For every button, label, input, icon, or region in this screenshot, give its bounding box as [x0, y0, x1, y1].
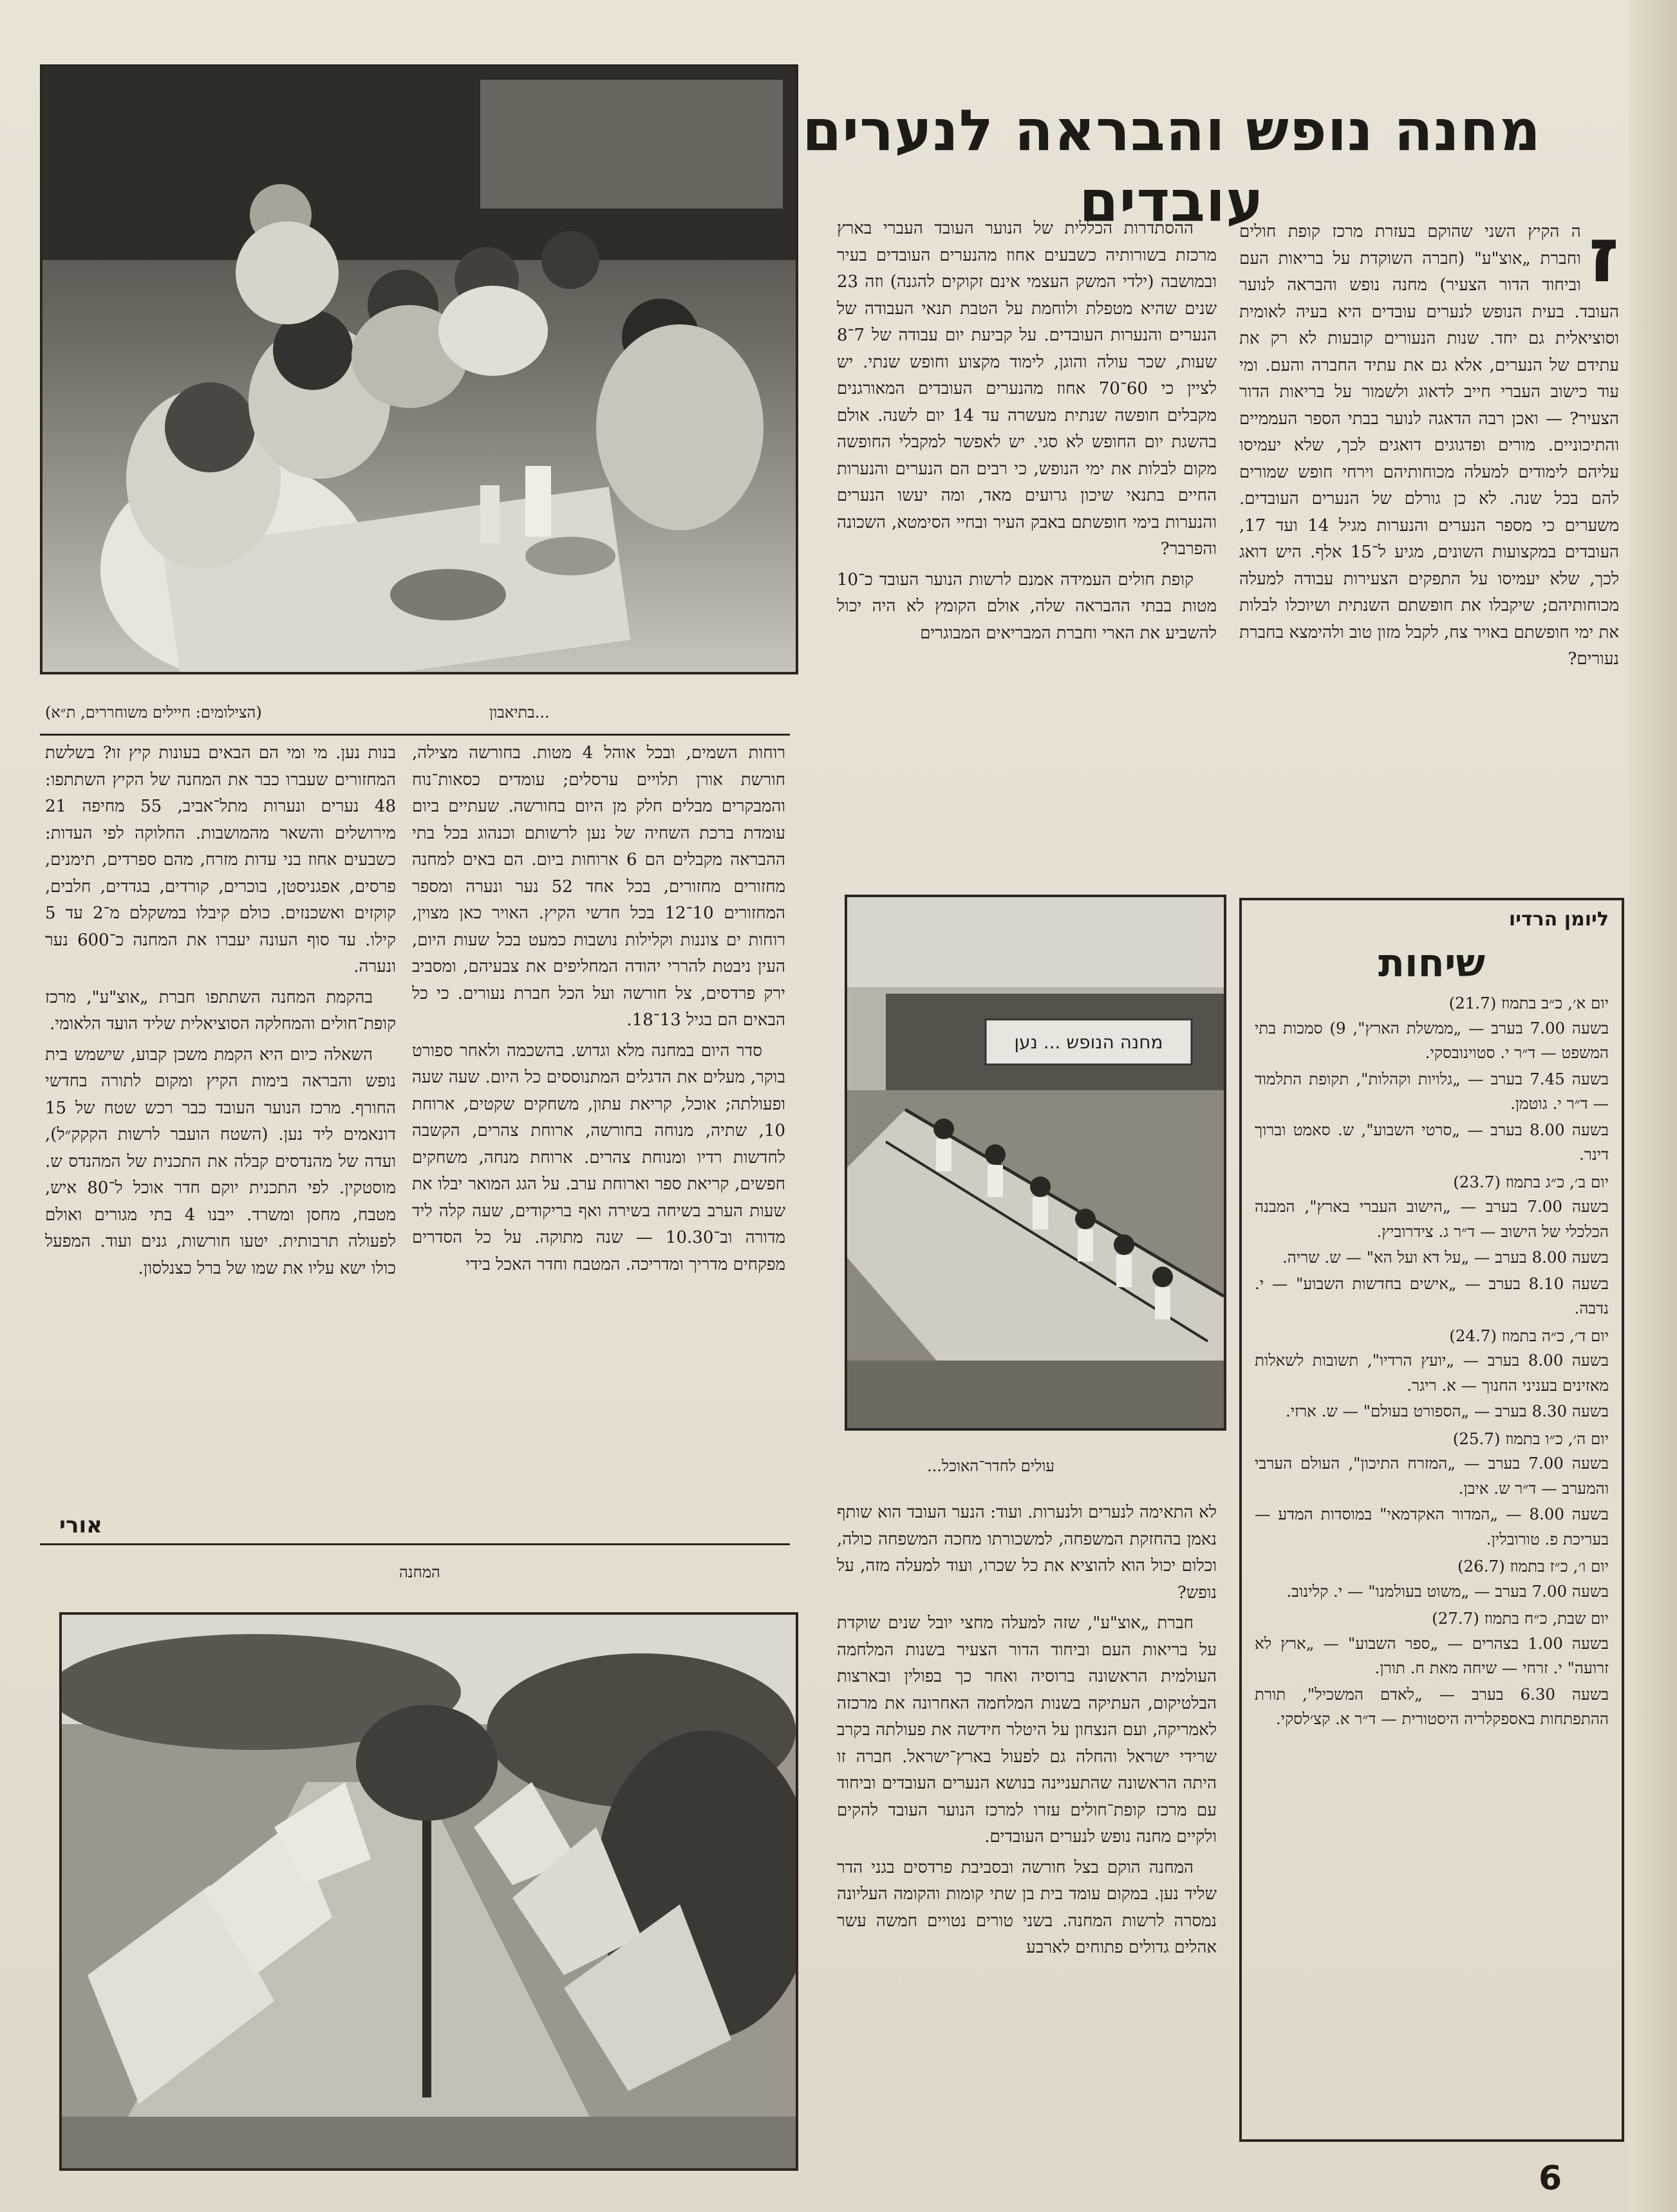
paragraph: רוחות השמים, ובכל אוהל 4 מטות. בחורשה מצילה, חורשת אורן תלויים ערסלים; עומדים כסאות־נוח והמבקרים מבלים חלק מן היום בחורשה. שעתיים ביום עומדת ברכת השחיה של נען לרשותם וכנהוג בכל בתי ההבראה מקבלים הם 6 ארוחות ביום. הם באים למחנה מחזורים מחזורים, בכל אחד 52 נער ונערה ומספר המחזורים 10־12 בכל חדשי הקיץ. האויר כאן מצוין, רוחות ים צוננות וקלילות נושבות כמעט בכל שעות היום, העין ניבטת להררי יהודה המחליפים את צבעיהם, ומסביב ירק פרדסים, צל חורשה ועל הכל חברת נעורים. כי כל הבאים הם בגיל 13־18.	[412, 743, 785, 1030]
photo-dining-image	[42, 67, 796, 672]
radio-box-title: שיחות	[1378, 941, 1485, 986]
paragraph: השאלה כיום היא הקמת משכן קבוע, שישמש בית נופש והבראה בימות הקיץ ומקום לתורה בחדשי החורף. מרכז הנוער העובד כבר רכש שטח של 15 דונאמים ליד נען. (השטח הועבר לרשות הקקק״ל), ועדה של מהנדסים קבלה את התכנית של המהנדס ש. מוסטקין. לפי התכנית יוקם חדר אוכל ל־80 איש, מטבח, מחסן ומשרד. ייבנו 4 בתי מגורים ואולם לפעולה תרבותית. יטעו חורשות, גנים ועוד. המפעל כולו ישא עליו את שמו של ברל כצנלסון.	[45, 1045, 396, 1278]
photo-stairs	[845, 895, 1226, 1431]
photo-dining	[40, 64, 798, 674]
radio-entry: בשעה 6.30 בערב — „לאדם המשכיל", תורת ההתפתחות באספקלריה היסטורית — ד״ר א. קצ׳לסקי.	[1255, 1684, 1609, 1728]
radio-day: יום א׳, כ״ב בתמוז (21.7)	[1448, 994, 1609, 1012]
dropcap: ז	[1588, 219, 1619, 299]
column-right	[1239, 219, 1619, 888]
banner-text: מחנה הנופש ... נען	[1014, 1032, 1163, 1053]
radio-entry: בשעה 1.00 בצהרים — „ספר השבוע" — „ארץ לא זרועה" י. זרחי — שיחה מאת ח. תורן.	[1255, 1633, 1609, 1677]
paragraph: ההסתדרות הכללית של הנוער העובד העברי בארץ מרכזת בשורותיה כשבעים אחוז מהנערים העובדים בעיר ובמושבה (ילדי המשק העצמי אינם זקוקים להגנה) וזה 23 שנים שהיא מטפלת ולוחמת על הטבת תנאי העבודה של הנערים והנערות העובדים. על קביעת יום עבודה של 7־8 שעות, שכר עולה והוגן, לימוד מקצוע וחופש שנתי. יש לציין כי 60־70 אחוז מהנערים העובדים המאורגנים מקבלים חופשה שנתית מעשרה עד 14 יום לשנה. אולם בהשגת יום החופש לא סגי. יש לאפשר למקבלי החופשה מקום לבלות את ימי הנופש, כי רבים הם הנערים והנערות החיים בתנאי שיכון גרועים מאד, ומה יעשו הנערים והנערות בימי חופשתם באבק העיר ובחיי הסימטא, השכונה והפרבר?	[837, 219, 1217, 559]
column-left-b	[45, 740, 396, 1509]
photo-camp-image	[62, 1615, 796, 2168]
photo-camp	[59, 1612, 798, 2171]
page-number: 6	[1539, 2159, 1562, 2198]
radio-entry: בשעה 8.00 — „המדור האקדמאי" במוסדות המדע — בעריכת פ. טורובלין.	[1255, 1505, 1609, 1548]
radio-entry: בשעה 7.00 בערב — „הישוב העברי בארץ", המבנה הכלכלי של הישוב — ד״ר ג. צידרוביץ.	[1255, 1197, 1609, 1241]
photo-stairs-image	[847, 897, 1224, 1428]
radio-day: יום ב׳, כ״ג בתמוז (23.7)	[1453, 1172, 1609, 1191]
paragraph: בהקמת המחנה השתתפו חברת „אוצ"ע", מרכז קופת־חולים והמחלקה הסוציאלית שליד הועד הלאומי.	[45, 987, 396, 1034]
radio-entry: בשעה 8.00 בערב — „על דא ועל הא" — ש. שריה.	[1282, 1248, 1609, 1267]
paragraph: בנות נען. מי ומי הם הבאים בעונות קיץ זו? בשלשת המחזורים שעברו כבר את המחנה של הקיץ השתתפו: 48 נערים ונערות מתל־אביב, 55 מחיפה 21 מירושלים והשאר מהמושבות. החלוקה לפי העדות: כשבעים אחוז בני עדות מזרח, מהם ספרדים, תימנים, פרסים, אפגניסטן, בוכרים, קורדים, בגדדים, חלבים, קוקזים ואשכנזים. כולם קיבלו במשקלם מ־2 עד 5 קילו. עד סוף העונה יעברו את המחנה כ־600 נער ונערה.	[45, 743, 396, 976]
caption-photo-credit: (הצילומים: חיילים משוחררים, ת״א)	[45, 703, 262, 721]
caption-stairs: עולים לחדר־האוכל...	[927, 1457, 1054, 1475]
caption-dining: ...בתיאבון	[489, 703, 550, 721]
caption-camp: המחנה	[399, 1563, 440, 1581]
radio-entry: בשעה 7.45 בערב — „גלויות וקהלות", תקופת התלמוד — ד״ר י. גוטמן.	[1255, 1069, 1609, 1113]
rule-bottom-left	[40, 1543, 790, 1545]
paragraph: חברת „אוצ"ע", שזה למעלה מחצי יובל שנים שוקדת על בריאות העם וביחוד הדור הצעיר בשנות המלחמה העולמית הראשונה ברוסיה ואחר כך בפולין ובארצות הבלטיקום, העתיקה בשנות המלחמה האחרונה את מרכזה לאמריקה, ועם הנצחון על היטלר חידשה את פעולתה בקרב שרידי ישראל והחלה גם לפעול בארץ־ישראל. חברה זו היתה הראשונה שהתעניינה בנושא הנערים העובדים וביחוד עם מרכז קופת־חולים עזרו למרכז הנוער העובד להקים ולקיים מחנה נופש לנערים העובדים.	[837, 1613, 1217, 1846]
headline-line-2: עובדים	[1079, 168, 1264, 234]
paragraph: ה הקיץ השני שהוקם בעזרת מרכז קופת חולים וחברת „אוצ"ע" (חברה השוקדת על בריאות העם וביחוד הדור הצעיר) מחנה נופש והבראה לנוער העובד. בעית הנופש לנערים עובדים היא בעיה לאומית וסוציאלית גם יחד. שנות הנעורים קובעות לא רק את עתידם של הנערים, אלא גם את עתיד החברה והעם. ומי עוד כישוב העברי חייב לדאוג ולשמור על בריאות הדור הצעיר? — ואכן רבה הדאגה לנוער בבתי הספר העממיים והתיכוניים. מורים ופדגוגים דואגים לכך, שלא יעמיסו עליהם לימודים למעלה מכוחותיהם וירחי חופש שמורים להם בכל שנה. לא כן גורלם של הנערים העובדים. משערים כי מספר הנערים והנערות מגיל 14 ועד 17, העובדים במקצועות השונים, מגיע ל־15 אלף. היש דואג לכך, שלא יעמיסו על התפקים הצעירות עבודה למעלה מכוחותיהם; שיקבלו את חופשתם השנתית ושיוכלו לבלות את ימי חופשתם באויר צח, לקבל מזון טוב ולהימצא בחברת נעורים?	[1239, 222, 1619, 669]
author-signature: אורי	[59, 1512, 102, 1538]
paragraph: המחנה הוקם בצל חורשה ובסביבת פרדסים בגני הדר שליד נען. במקום עומד בית בן שתי קומות והקומה העליונה נמסרה לרשות המחנה. בשני טורים נטויים חמשה עשר אהלים גדולים פתוחים לארבע	[837, 1857, 1217, 1957]
radio-day: יום ה׳, כ״ו בתמוז (25.7)	[1452, 1429, 1609, 1448]
rule-top-left	[40, 734, 790, 736]
radio-day: יום ד׳, כ״ה בתמוז (24.7)	[1449, 1326, 1609, 1345]
radio-entry: בשעה 7.00 בערב — „משוט בעולמנו" — י. קלינוב.	[1286, 1581, 1609, 1601]
radio-schedule-box	[1239, 898, 1624, 2142]
headline-line-1: מחנה נופש והבראה לנערים	[802, 97, 1541, 163]
paragraph: לא התאימה לנערים ולנערות. ועוד: הנער העובד הוא שותף נאמן בהחזקת המשפחה, למשכורתו מחכה המשפחה כולה, וכלום יכול הוא להוציא את כל שכרו, ועוד למעלה מזה, על נופש?	[837, 1503, 1217, 1603]
radio-day: יום ו׳, כ״ז בתמוז (26.7)	[1457, 1557, 1609, 1575]
radio-schedule-list	[1242, 991, 1622, 1732]
radio-day: יום שבת, כ״ח בתמוז (27.7)	[1432, 1609, 1609, 1628]
column-middle-top	[837, 216, 1217, 885]
radio-entry: בשעה 8.30 בערב — „הספורט בעולם" — ש. ארזי.	[1285, 1402, 1609, 1420]
column-middle-bottom	[837, 1500, 1217, 2182]
radio-entry: בשעה 8.00 בערב — „יועץ הרדיו", תשובות לשאלות מאזינים בעניני החנוך — א. ריגר.	[1255, 1351, 1609, 1395]
radio-entry: בשעה 8.10 בערב — „אישים בחדשות השבוע" — י. נדבה.	[1255, 1274, 1609, 1317]
radio-entry: בשעה 7.00 בערב — „ממשלת הארץ", 9) סמכות בתי המשפט — ד״ר י. סטוינובסקי.	[1255, 1018, 1609, 1062]
paragraph: סדר היום במחנה מלא וגדוש. בהשכמה ולאחר ספורט בוקר, מעלים את הדגלים המתנוססים כל היום. שעה שעה ופעולתה; אוכל, קריאת עתון, משחקים שקטים, ארוחת 10, שתיה, מנוחה בחורשה, ארוחת צהרים, הקשבה לחדשות רדיו ומנוחת צהרים. ארוחת מנחה, משחקים חפשים, קריאת ספר וארוחת ערב. על הגג המואר יבלו את שעות הערב בשיחה בשירה ואף בריקודים, שעה קלה ליד מדורה וב־10.30 — שנה מתוקה. על כל הסדרים מפקחים מדריך ומדריכה. המטבח וחדר האכל בידי	[412, 1041, 785, 1274]
page-gutter	[1629, 0, 1677, 2212]
column-left-a	[412, 740, 785, 1516]
radio-entry: בשעה 8.00 בערב — „סרטי השבוע", ש. סאמט וברוך דינר.	[1255, 1120, 1609, 1164]
paragraph: קופת חולים העמידה אמנם לרשות הנוער העובד כ־10 מטות בבתי ההבראה שלה, אולם הקומץ לא היה יכול להשביע את הארי וחברת המבריאים המבוגרים	[837, 570, 1217, 643]
radio-box-header: ליומן הרדיו	[1508, 908, 1609, 931]
radio-entry: בשעה 7.00 בערב — „המזרח התיכון", העולם הערבי והמערב — ד״ר ש. איבן.	[1255, 1454, 1609, 1498]
